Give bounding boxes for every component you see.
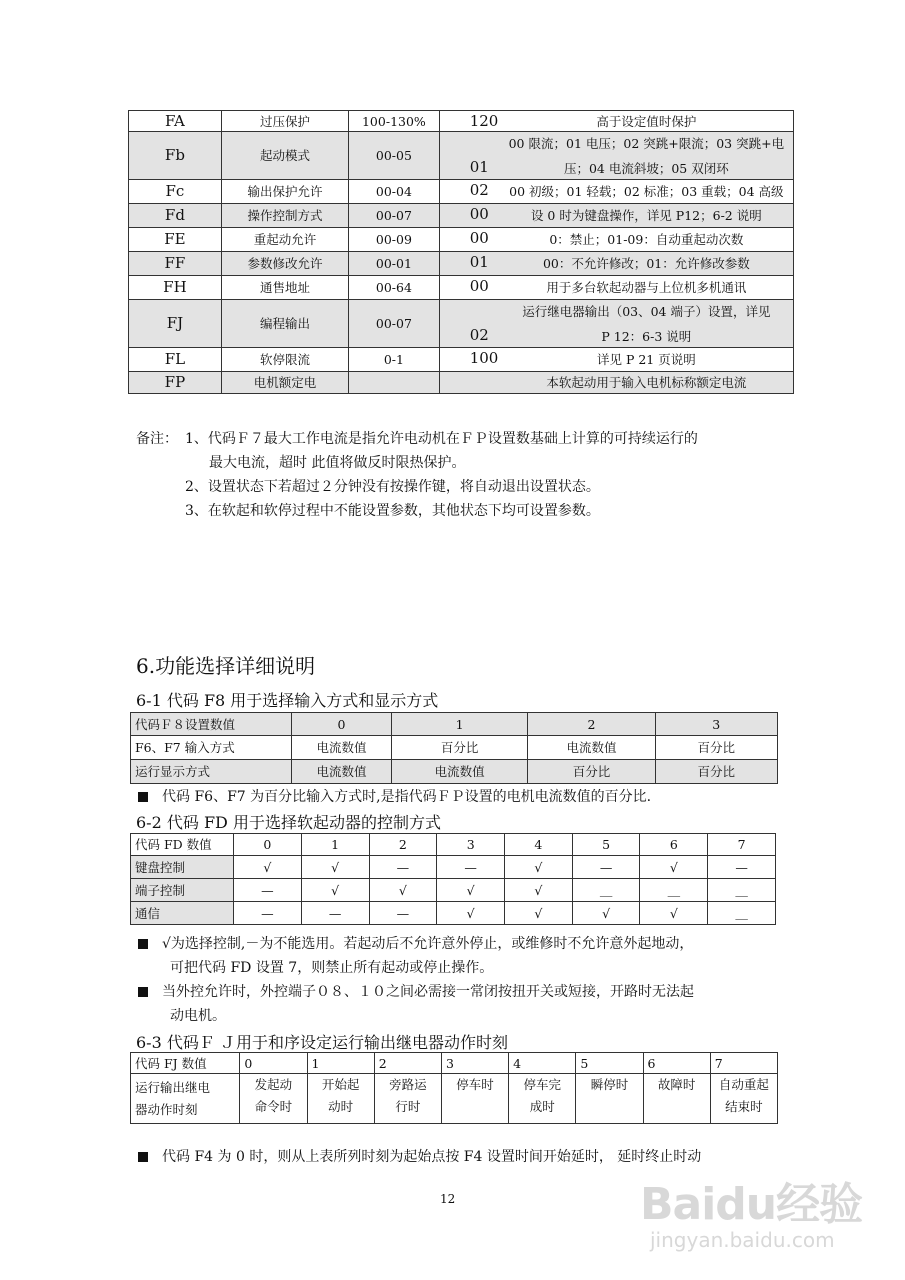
param-range: 00-07 — [349, 204, 440, 228]
s63-cell-line-1: 旁路运 — [389, 1077, 427, 1092]
s62-cell: 键盘控制 — [131, 856, 234, 879]
s62-bullet-1: √为选择控制,－为不能选用。若起动后不允许意外停止，或维修时不允许意外起地动， — [138, 933, 693, 955]
param-range: 00-09 — [349, 228, 440, 252]
s63-cell — [643, 1074, 710, 1124]
s63-cell-line-2: 结束时 — [725, 1099, 763, 1114]
s62-row — [131, 856, 776, 879]
param-value-desc — [439, 132, 793, 180]
s63-title: 6-3 代码Ｆ Ｊ用于和序设定运行输出继电器动作时刻 — [136, 1033, 508, 1052]
s63-cell — [374, 1074, 441, 1124]
s62-cell: — — [708, 856, 776, 879]
s62-bullet-2b: 动电机。 — [170, 1008, 226, 1024]
s62-table — [130, 833, 776, 925]
param-row — [129, 180, 794, 204]
s62-cell: √ — [640, 856, 708, 879]
s63-cell — [307, 1074, 374, 1124]
s61-title: 6-1 代码 F8 用于选择输入方式和显示方式 — [136, 691, 439, 710]
watermark-url: jingyan.baidu.com — [650, 1228, 835, 1252]
s61-row — [131, 760, 778, 784]
s62-cell: — — [233, 879, 301, 902]
s62-cell: √ — [505, 879, 573, 902]
s62-cell: √ — [369, 879, 437, 902]
s62-cell: √ — [301, 879, 369, 902]
param-code: FA — [129, 111, 222, 132]
param-value-desc — [439, 204, 793, 228]
s61-cell: 百分比 — [655, 736, 777, 760]
param-name: 参数修改允许 — [221, 252, 348, 276]
param-value: 01 — [469, 158, 489, 176]
s62-row — [131, 902, 776, 925]
param-value: 120 — [469, 112, 499, 130]
param-range: 00-64 — [349, 276, 440, 300]
param-row — [129, 228, 794, 252]
s62-cell: √ — [572, 902, 640, 925]
s63-header-cell: 2 — [374, 1053, 441, 1074]
s63-header-cell: 3 — [441, 1053, 508, 1074]
watermark-logo — [640, 1168, 862, 1252]
s62-cell: 端子控制 — [131, 879, 234, 902]
s63-cell — [576, 1074, 643, 1124]
s61-header-cell: 代码Ｆ８设置数值 — [131, 713, 292, 736]
param-code: Fd — [129, 204, 222, 228]
param-row — [129, 372, 794, 394]
note-3: 3、在软起和软停过程中不能设置参数，其他状态下均可设置参数。 — [185, 503, 600, 519]
param-value: 00 — [469, 205, 489, 223]
param-range: 100-130% — [349, 111, 440, 132]
watermark-brand: Baidu经验 — [640, 1179, 863, 1230]
param-name: 过压保护 — [221, 111, 348, 132]
note-1b: 最大电流，超时 此值将做反时限热保护。 — [209, 455, 466, 471]
s61-row — [131, 736, 778, 760]
param-desc: 00：不允许修改；01：允许修改参数 — [542, 256, 750, 271]
s62-cell: ＿ — [708, 879, 776, 902]
param-name: 电机额定电 — [221, 372, 348, 394]
s63-cell — [509, 1074, 576, 1124]
s63-cell — [240, 1074, 307, 1124]
s62-header-cell: 3 — [437, 834, 505, 856]
s61-header-row — [131, 713, 778, 736]
param-value: 00 — [469, 277, 489, 295]
s61-header-cell: 1 — [391, 713, 528, 736]
param-row — [129, 204, 794, 228]
s62-header-row — [131, 834, 776, 856]
param-value-desc — [439, 348, 793, 372]
param-value: 00 — [469, 229, 489, 247]
s62-cell: — — [369, 902, 437, 925]
s63-cell — [710, 1074, 777, 1124]
s61-cell: 电流数值 — [292, 736, 392, 760]
s62-header-cell: 0 — [233, 834, 301, 856]
s62-header-cell: 代码 FD 数值 — [131, 834, 234, 856]
s62-cell: ＿ — [708, 902, 776, 925]
param-desc: 用于多台软起动器与上位机多机通讯 — [546, 280, 747, 295]
param-value: 100 — [469, 349, 499, 367]
param-value-desc — [439, 372, 793, 394]
param-range: 00-01 — [349, 252, 440, 276]
param-desc: 00 限流；01 电压；02 突跳+限流；03 突跳+电 — [508, 135, 785, 151]
s62-cell: — — [369, 856, 437, 879]
s63-row-label-a: 运行输出继电 — [135, 1079, 211, 1095]
s61-cell: 电流数值 — [528, 736, 655, 760]
s62-header-cell: 5 — [572, 834, 640, 856]
s61-table — [130, 712, 778, 784]
param-name: 通售地址 — [221, 276, 348, 300]
s62-cell: 通信 — [131, 902, 234, 925]
param-name: 输出保护允许 — [221, 180, 348, 204]
param-code: FJ — [129, 300, 222, 348]
param-row — [129, 276, 794, 300]
s61-cell: 百分比 — [391, 736, 528, 760]
s63-header-row — [131, 1053, 778, 1074]
param-name: 软停限流 — [221, 348, 348, 372]
s62-header-cell: 7 — [708, 834, 776, 856]
s63-cell-line-1: 停车时 — [456, 1077, 494, 1092]
param-row — [129, 111, 794, 132]
s62-cell: ＿ — [572, 879, 640, 902]
s61-cell: 电流数值 — [292, 760, 392, 784]
param-value-desc — [439, 228, 793, 252]
s63-cell-line-2: 动时 — [328, 1099, 354, 1114]
param-range: 00-05 — [349, 132, 440, 180]
s62-cell: — — [572, 856, 640, 879]
s63-cell-line-1: 发起动 — [254, 1077, 293, 1092]
param-desc-2: P 12：6-3 说明 — [601, 328, 692, 344]
bullet-square-icon — [138, 1152, 148, 1162]
s63-row-label-b: 器动作时刻 — [135, 1101, 198, 1117]
bullet-square-icon — [138, 987, 148, 997]
s63-cell-line-1: 停车完 — [523, 1077, 561, 1092]
s63-cell-line-1: 开始起 — [321, 1077, 360, 1092]
s62-cell: √ — [505, 856, 573, 879]
s61-cell: 百分比 — [655, 760, 777, 784]
param-value-desc — [439, 252, 793, 276]
param-range — [349, 372, 440, 394]
param-code: FF — [129, 252, 222, 276]
s62-header-cell: 6 — [640, 834, 708, 856]
param-row — [129, 348, 794, 372]
param-range: 00-04 — [349, 180, 440, 204]
param-name: 重起动允许 — [221, 228, 348, 252]
s62-cell: — — [233, 902, 301, 925]
param-value: 02 — [469, 326, 489, 344]
s62-cell: — — [437, 856, 505, 879]
section-title: 6.功能选择详细说明 — [136, 654, 316, 678]
param-desc-2: 压；04 电流斜坡；05 双闭环 — [563, 160, 729, 176]
param-value-desc — [439, 111, 793, 132]
param-code: Fb — [129, 132, 222, 180]
s63-cell-line-1: 故障时 — [657, 1077, 696, 1092]
param-name: 起动模式 — [221, 132, 348, 180]
param-desc: 高于设定值时保护 — [596, 113, 697, 129]
s62-cell: √ — [437, 902, 505, 925]
s63-header-cell: 7 — [710, 1053, 777, 1074]
param-code: FL — [129, 348, 222, 372]
s62-header-cell: 1 — [301, 834, 369, 856]
s63-cell-line-2: 命令时 — [254, 1099, 293, 1114]
param-value-desc — [439, 300, 793, 348]
s61-cell: 百分比 — [528, 760, 655, 784]
param-name: 编程输出 — [221, 300, 348, 348]
notes-label: 备注： — [136, 431, 178, 447]
param-row — [129, 132, 794, 180]
param-desc: 详见 P 21 页说明 — [596, 352, 696, 367]
s62-bullet-1b: 可把代码 FD 设置 7，则禁止所有起动或停止操作。 — [170, 960, 494, 976]
s61-header-cell: 0 — [292, 713, 392, 736]
s63-cell-line-2: 成时 — [529, 1099, 555, 1114]
s63-header-cell: 4 — [509, 1053, 576, 1074]
param-code: FE — [129, 228, 222, 252]
s62-cell: √ — [437, 879, 505, 902]
param-code: FP — [129, 372, 222, 394]
param-value: 01 — [469, 253, 489, 271]
s62-bullet-2: 当外控允许时，外控端子０８、１０之间必需接一常闭按扭开关或短接，开路时无法起 — [138, 981, 694, 1003]
param-desc: 0：禁止；01-09：自动重起动次数 — [549, 232, 744, 247]
parameter-table — [128, 110, 794, 394]
s61-cell: 运行显示方式 — [131, 760, 292, 784]
s61-cell: 电流数值 — [391, 760, 528, 784]
s63-row — [131, 1074, 778, 1124]
s62-cell: √ — [233, 856, 301, 879]
param-name: 操作控制方式 — [221, 204, 348, 228]
param-desc: 设 0 时为键盘操作，详见 P12；6-2 说明 — [530, 208, 762, 223]
param-row — [129, 252, 794, 276]
param-code: FH — [129, 276, 222, 300]
s63-header-cell: 6 — [643, 1053, 710, 1074]
param-range: 00-07 — [349, 300, 440, 348]
s62-cell: ＿ — [640, 879, 708, 902]
s63-header-cell: 0 — [240, 1053, 307, 1074]
s62-cell: √ — [301, 856, 369, 879]
param-value-desc — [439, 180, 793, 204]
note-2: 2、设置状态下若超过２分钟没有按操作键，将自动退出设置状态。 — [185, 479, 600, 495]
s62-row — [131, 879, 776, 902]
s62-cell: — — [301, 902, 369, 925]
s63-cell-line-1: 瞬停时 — [590, 1077, 629, 1092]
s61-header-cell: 2 — [528, 713, 655, 736]
s61-cell: F6、F7 输入方式 — [131, 736, 292, 760]
bullet-square-icon — [138, 939, 148, 949]
param-value: 02 — [469, 181, 489, 199]
s63-table — [130, 1052, 778, 1124]
s62-cell: √ — [505, 902, 573, 925]
s63-header-cell: 5 — [576, 1053, 643, 1074]
s62-cell: √ — [640, 902, 708, 925]
s63-cell — [441, 1074, 508, 1124]
param-row — [129, 300, 794, 348]
param-desc: 运行继电器输出（03、04 端子）设置，详见 — [522, 303, 771, 319]
param-code: Fc — [129, 180, 222, 204]
s61-header-cell: 3 — [655, 713, 777, 736]
s63-header-cell: 1 — [307, 1053, 374, 1074]
s63-row-label — [131, 1074, 240, 1124]
param-desc: 本软起动用于输入电机标称额定电流 — [546, 375, 747, 390]
s63-cell-line-2: 行时 — [395, 1099, 421, 1114]
s62-header-cell: 4 — [505, 834, 573, 856]
s63-bullet: 代码 F4 为 0 时，则从上表所列时刻为起始点按 F4 设置时间开始延时， 延时终止时动 — [138, 1146, 701, 1168]
param-value-desc — [439, 276, 793, 300]
s61-bullet: 代码 F6、F7 为百分比输入方式时,是指代码ＦＰ设置的电机电流数值的百分比. — [138, 786, 651, 808]
s62-title: 6-2 代码 FD 用于选择软起动器的控制方式 — [136, 813, 441, 832]
page-number: 12 — [440, 1192, 456, 1206]
bullet-square-icon — [138, 792, 148, 802]
s63-cell-line-1: 自动重起 — [718, 1077, 769, 1092]
param-desc: 00 初级；01 轻载；02 标准；03 重载；04 高级 — [509, 184, 784, 199]
s63-header-cell: 代码 FJ 数值 — [131, 1053, 240, 1074]
note-1a: 1、代码Ｆ７最大工作电流是指允许电动机在ＦＰ设置数基础上计算的可持续运行的 — [185, 431, 698, 447]
param-range: 0-1 — [349, 348, 440, 372]
s62-header-cell: 2 — [369, 834, 437, 856]
